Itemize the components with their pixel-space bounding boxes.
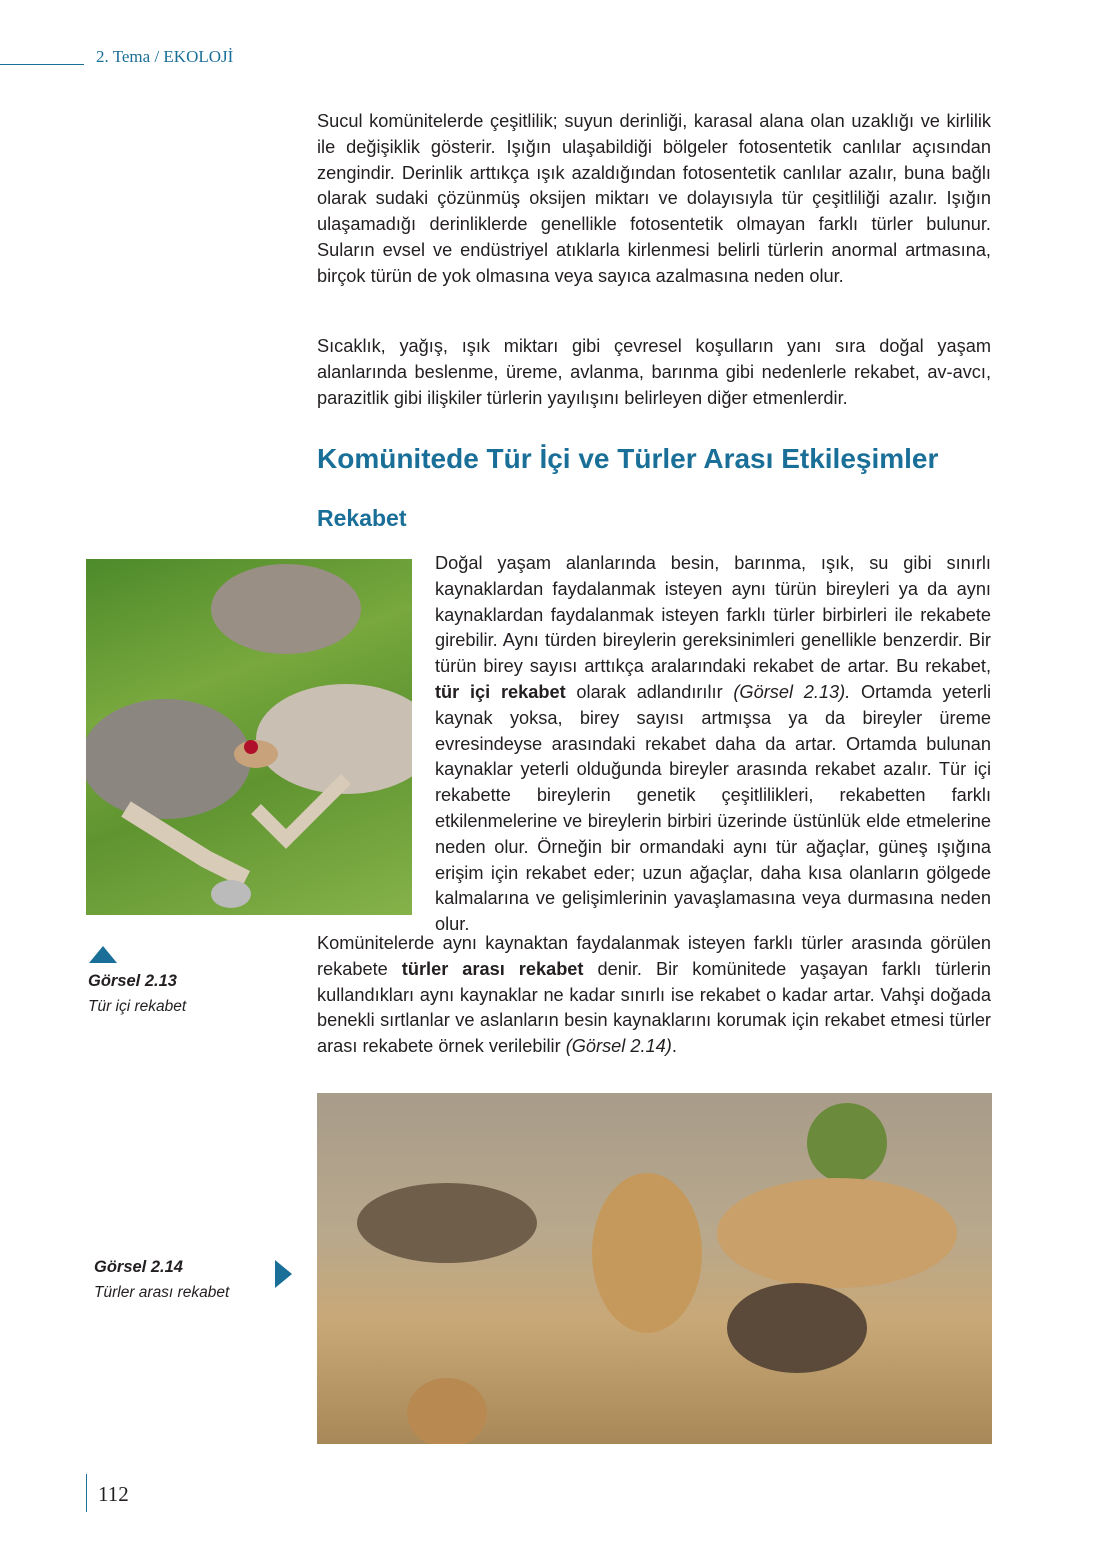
figure-2-13-caption: Tür içi rekabet bbox=[88, 998, 187, 1015]
page-number: 112 bbox=[98, 1482, 129, 1506]
figure-ref: (Görsel 2.13). bbox=[733, 681, 851, 702]
text: olarak adlandırılır bbox=[565, 681, 734, 702]
paragraph-interspecific bbox=[317, 931, 991, 1060]
figure-ref: (Görsel 2.14) bbox=[565, 1036, 672, 1057]
triangle-up-icon bbox=[88, 946, 118, 964]
lions-hyenas-photo bbox=[317, 1093, 992, 1444]
wolves-illustration bbox=[86, 559, 412, 915]
figure-2-14-title: Görsel 2.14 bbox=[94, 1258, 183, 1276]
paragraph-intraspecific bbox=[435, 551, 991, 938]
paragraph-aquatic: Sucul komünitelerde çeşitlilik; suyun derinliği, karasal alana olan uzaklığı ve kirlilik ile değişiklik gösterir. Işığın ulaşabildiği bölgeler fotosentetik canlılar açısından zengindir. Derinlik arttıkça ışık azaldığından fotosentetik canlılar azalır, buna bağlı olarak sudaki çözünmüş oksijen miktarı ve dolayısıyla tür çeşitliliği azalır. Işığın ulaşamadığı derinliklerde genellikle fotosentetik olmayan farklı türler bulunur. Suların evsel ve endüstriyel atıklarla kirlenmesi belirli türlerin anormal artmasına, birçok türün de yok olmasına veya sayıca azalmasına neden olur. bbox=[317, 111, 991, 286]
section-heading: Komünitede Tür İçi ve Türler Arası Etkileşimler bbox=[317, 443, 939, 474]
lions-hyenas-illustration bbox=[317, 1093, 992, 1444]
paragraph-factors: Sıcaklık, yağış, ışık miktarı gibi çevresel koşulların yanı sıra doğal yaşam alanlarında beslenme, üreme, avlanma, barınma gibi nedenlerle rekabet, av-avcı, parazitlik gibi ilişkiler türlerin yayılışını belirleyen diğer etmenlerdir. bbox=[317, 336, 991, 408]
wolves-photo bbox=[86, 559, 412, 915]
text: Komünitelerde aynı kaynaktan faydalanmak isteyen farklı türler arasında görülen rekabete bbox=[317, 933, 991, 979]
figure-2-14-caption: Türler arası rekabet bbox=[94, 1284, 230, 1301]
subsection-heading: Rekabet bbox=[317, 505, 407, 531]
header-rule bbox=[0, 64, 84, 65]
text: Doğal yaşam alanlarında besin, barınma, ışık, su gibi sınırlı kaynaklardan faydalanmak isteyen aynı türün bireyleri ya da aynı kaynaklardan faydalanmak isteyen farklı türler birbirleri ile rekabete girebilir. Aynı türden bireylerin gereksinimleri genellikle benzerdir. Bir türün birey sayısı arttıkça aralarındaki rekabet de artar. Bu rekabet, bbox=[435, 553, 991, 677]
figure-2-13-title: Görsel 2.13 bbox=[88, 972, 177, 990]
triangle-right-icon bbox=[275, 1259, 293, 1289]
term-interspecific: türler arası rekabet bbox=[401, 958, 584, 979]
term-intraspecific: tür içi rekabet bbox=[435, 681, 566, 702]
chapter-header: 2. Tema / EKOLOJİ bbox=[96, 47, 234, 66]
text: Ortamda yeterli kaynak yoksa, birey sayısı artmışsa ya da bireyler üreme evresindeyse arasındaki rekabet daha da artar. Ortamda bulunan kaynaklar yeterli olduğunda bireyler arasında rekabet azalır. Tür içi rekabette bireylerin genetik çeşitlilikleri, rekabetten farklı etkilenmelerine ve bireylerin birbiri üzerinde üstünlük elde etmelerine neden olur. Örneğin bir ormandaki aynı tür ağaçlar, güneş ışığına erişim için rekabet eder; uzun ağaçlar, daha kısa olanların gölgede kalmalarına ve gelişimlerinin yavaşlamasına veya durmasına neden olur. bbox=[435, 681, 992, 935]
text: . bbox=[671, 1036, 677, 1057]
page-number-rule bbox=[86, 1474, 87, 1512]
text: denir. Bir komünitede yaşayan farklı türlerin kullandıkları aynı kaynaklar ne kadar sınırlı ise rekabet o kadar artar. Vahşi doğada benekli sırtlanlar ve aslanların besin kaynaklarını korumak için rekabet etmesi türler arası rekabete örnek verilebilir bbox=[317, 958, 992, 1057]
